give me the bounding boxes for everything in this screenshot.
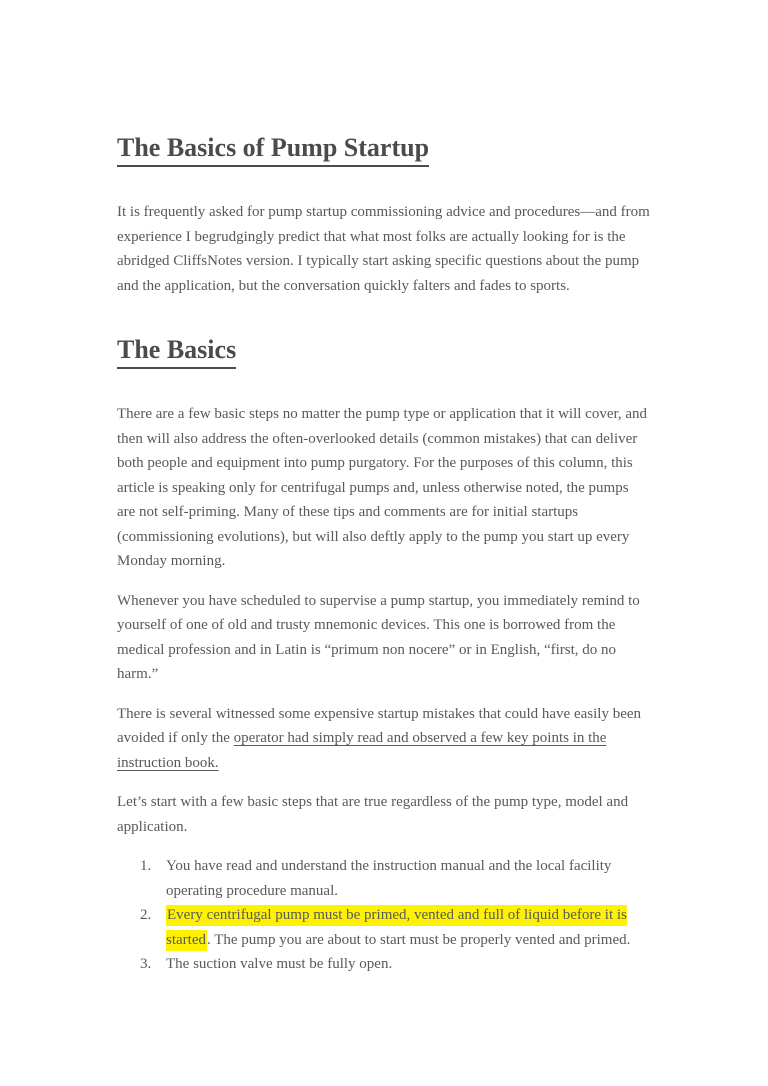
list-item <box>140 854 650 903</box>
mnemonic-paragraph: Whenever you have scheduled to supervise a pump startup, you immediately remind to yourself of one of old and trusty mnemonic devices. This one is borrowed from the medical profession and in Latin is “primum non nocere” or in English, “first, do no harm.” <box>117 592 640 682</box>
list-item-number: 3. <box>140 956 152 972</box>
underlined-phrase: operator had simply read and observed a few key points in the instruction book. <box>117 730 607 771</box>
list-item-number: 2. <box>140 907 152 923</box>
list-item-text: You have read and understand the instruction manual and the local facility operating procedure manual. <box>166 858 612 899</box>
document-title-text: The Basics of Pump Startup <box>117 133 429 167</box>
section-heading-text: The Basics <box>117 335 236 369</box>
section-heading <box>117 334 650 366</box>
list-item-text <box>166 903 650 952</box>
basics-paragraph: There are a few basic steps no matter the pump type or application that it will cover, and then will also address the often-overlooked details (common mistakes) that can deliver both people and equipment into pump purgatory. For the purposes of this column, this article is speaking only for centrifugal pumps and, unless otherwise noted, the pumps are not self-priming. Many of these tips and comments are for initial startups (commissioning evolutions), but will also deftly apply to the pump you start up every Monday morning. <box>117 406 648 569</box>
mistakes-paragraph-lead: There is several witnessed some expensive startup mistakes that could have easily been avoided if only the <box>117 705 642 746</box>
list-item-number: 1. <box>140 858 152 874</box>
list-item <box>140 952 650 977</box>
highlighted-text: Every centrifugal pump must be primed, vented and full of liquid before it is started <box>166 905 627 951</box>
document-title <box>117 132 650 164</box>
numbered-list <box>117 854 650 977</box>
list-item-text: The suction valve must be fully open. <box>166 956 393 972</box>
mistakes-paragraph <box>117 702 650 776</box>
intro-paragraph: It is frequently asked for pump startup commissioning advice and procedures—and from experience I begrudgingly predict that what most folks are actually looking for is the abridged CliffsNotes version. I typically start asking specific questions about the pump and the application, but the conversation quickly falters and fades to sports. <box>117 204 650 294</box>
list-item <box>140 903 650 952</box>
lets-start-paragraph: Let’s start with a few basic steps that are true regardless of the pump type, model and application. <box>117 794 629 835</box>
list-item-text-rest: . The pump you are about to start must be properly vented and primed. <box>206 931 631 948</box>
